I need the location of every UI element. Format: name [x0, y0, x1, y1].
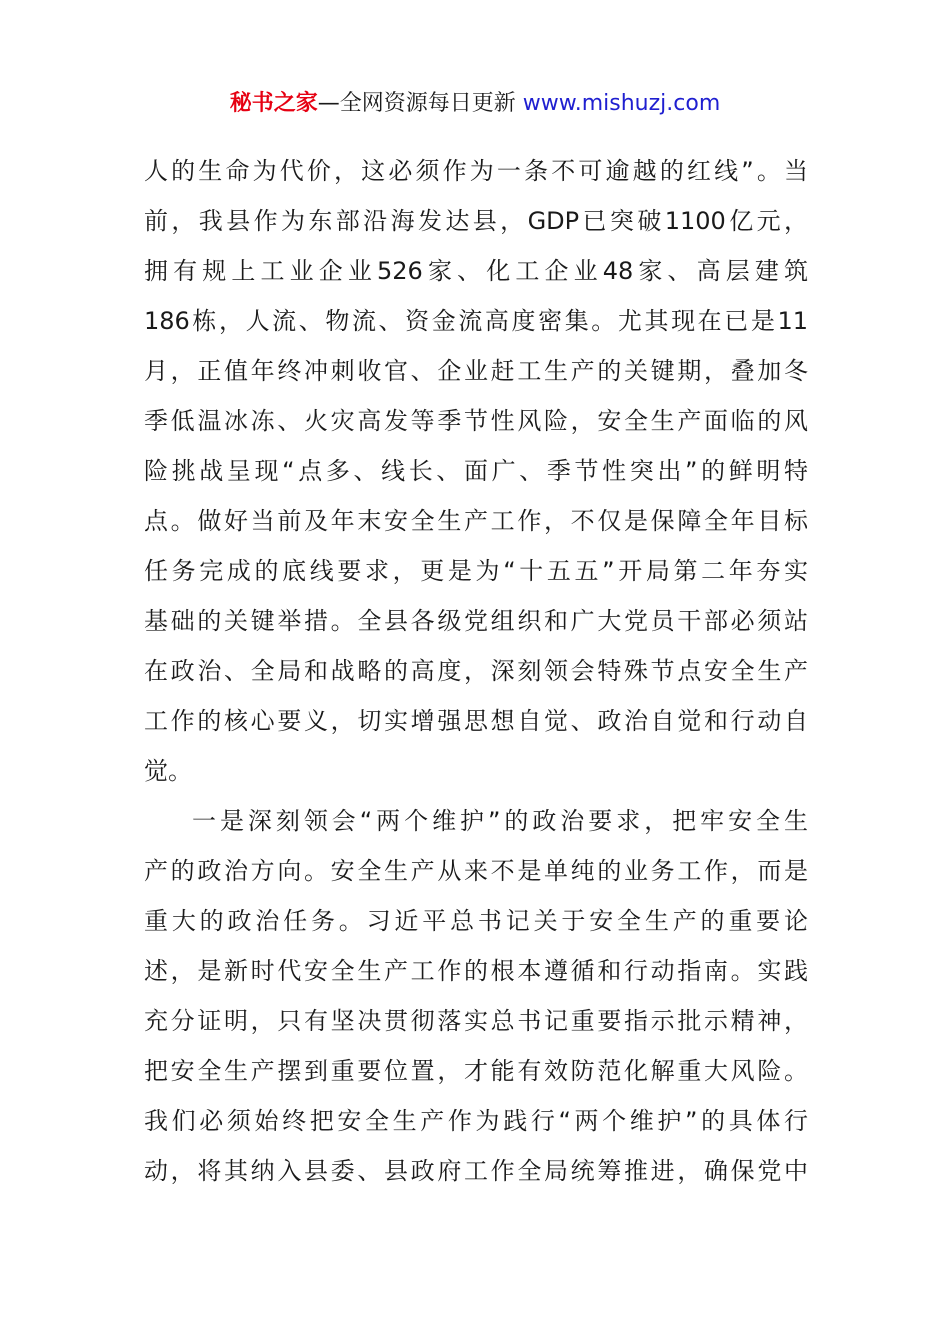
- text-line: 我们必须始终把安全生产作为践行“两个维护”的具体行: [144, 1107, 808, 1135]
- text-line: 186栋，人流、物流、资金流高度密集。尤其现在已是11: [144, 307, 808, 335]
- text-line: 工作的核心要义，切实增强思想自觉、政治自觉和行动自: [144, 707, 808, 735]
- paragraph-2: [144, 796, 808, 1196]
- paragraph-1: [144, 146, 808, 796]
- text-line: 觉。: [144, 757, 192, 785]
- brand-name: 秘书之家: [229, 91, 318, 116]
- header-tagline: —全网资源每日更新: [317, 91, 516, 116]
- text-line: 动，将其纳入县委、县政府工作全局统筹推进，确保党中: [144, 1157, 808, 1185]
- text-line: 点。做好当前及年末安全生产工作，不仅是保障全年目标: [144, 507, 808, 535]
- text-line: 产的政治方向。安全生产从来不是单纯的业务工作，而是: [144, 857, 808, 885]
- text-line: 充分证明，只有坚决贯彻落实总书记重要指示批示精神，: [144, 1007, 808, 1035]
- text-line: 述，是新时代安全生产工作的根本遵循和行动指南。实践: [144, 957, 808, 985]
- text-line: 季低温冰冻、火灾高发等季节性风险，安全生产面临的风: [144, 407, 808, 435]
- text-line: 一是深刻领会“两个维护”的政治要求，把牢安全生: [192, 807, 808, 835]
- text-line: 基础的关键举措。全县各级党组织和广大党员干部必须站: [144, 607, 808, 635]
- text-line: 重大的政治任务。习近平总书记关于安全生产的重要论: [144, 907, 808, 935]
- page-header: [0, 86, 950, 122]
- text-line: 人的生命为代价，这必须作为一条不可逾越的红线”。当: [144, 157, 808, 185]
- text-line: 把安全生产摆到重要位置，才能有效防范化解重大风险。: [144, 1057, 808, 1085]
- site-url-link[interactable]: www.mishuzj.com: [522, 91, 721, 116]
- text-line: 任务完成的底线要求，更是为“十五五”开局第二年夯实: [144, 557, 808, 585]
- body-text: [144, 146, 808, 1196]
- text-line: 前，我县作为东部沿海发达县，GDP已突破1100亿元，: [144, 207, 808, 235]
- text-line: 险挑战呈现“点多、线长、面广、季节性突出”的鲜明特: [144, 457, 808, 485]
- text-line: 在政治、全局和战略的高度，深刻领会特殊节点安全生产: [144, 657, 808, 685]
- text-line: 拥有规上工业企业526家、化工企业48家、高层建筑: [144, 257, 808, 285]
- text-line: 月，正值年终冲刺收官、企业赶工生产的关键期，叠加冬: [144, 357, 808, 385]
